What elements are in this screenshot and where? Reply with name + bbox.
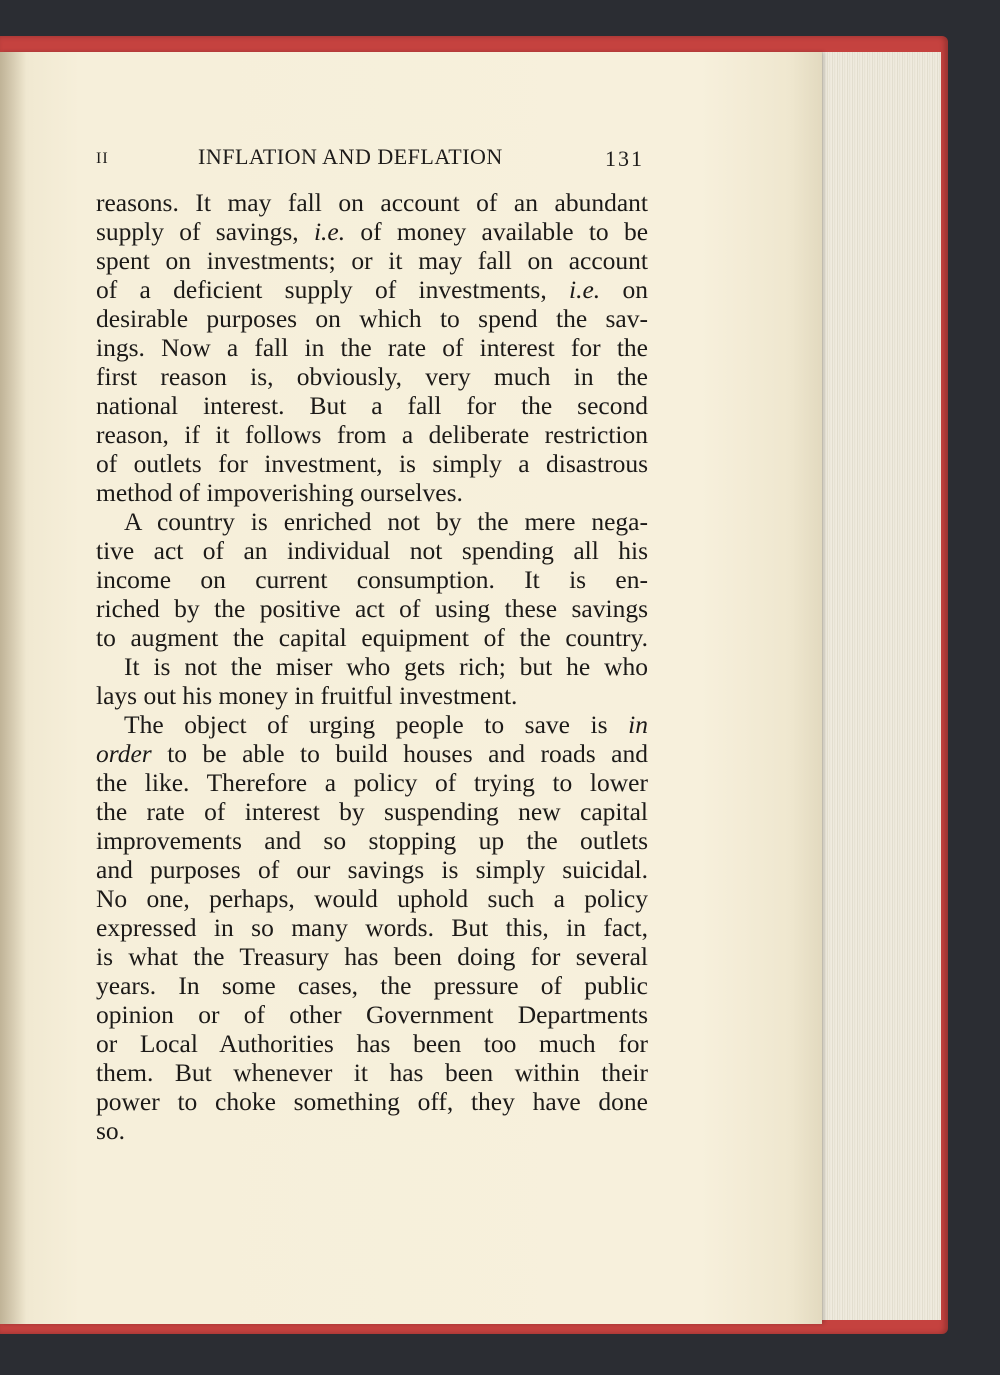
text-line: improvements and so stopping up the outlets [96,826,648,855]
text-line: reason, if it follows from a deliberate restriction [96,420,648,449]
text-line: years. In some cases, the pressure of public [96,971,648,1000]
text-line: national interest. But a fall for the second [96,391,648,420]
text-line: expressed in so many words. But this, in fact, [96,913,648,942]
text-line: of a deficient supply of investments, i.e. on [96,275,648,304]
text-line: order to be able to build houses and roads and [96,739,648,768]
text-line: A country is enriched not by the mere nega- [124,507,648,536]
text-line: or Local Authorities has been too much for [96,1029,648,1058]
text-line: The object of urging people to save is in [124,710,648,739]
text-line: tive act of an individual not spending all his [96,536,648,565]
text-line: so. [96,1116,126,1145]
text-line: them. But whenever it has been within their [96,1058,648,1087]
text-line: of outlets for investment, is simply a disastrous [96,449,648,478]
text-line: and purposes of our savings is simply suicidal. [96,855,648,884]
text-line: spent on investments; or it may fall on account [96,246,648,275]
text-line: the like. Therefore a policy of trying to lower [96,768,648,797]
text-line: power to choke something off, they have done [96,1087,648,1116]
text-line: lays out his money in fruitful investment. [96,681,518,710]
page-edges [812,52,941,1320]
text-line: first reason is, obviously, very much in the [96,362,648,391]
text-line: ings. Now a fall in the rate of interest for the [96,333,648,362]
text-line: No one, perhaps, would uphold such a policy [96,884,648,913]
running-title: INFLATION AND DEFLATION [198,144,503,169]
text-line: desirable purposes on which to spend the sav- [96,304,648,333]
page-number: 131 [605,146,644,171]
gutter-shadow [0,52,26,1324]
text-line: reasons. It may fall on account of an abundant [96,188,648,217]
text-line: supply of savings, i.e. of money available to be [96,217,648,246]
text-line: to augment the capital equipment of the country. [96,623,648,652]
text-line: riched by the positive act of using these savings [96,594,648,623]
text-line: It is not the miser who gets rich; but he who [124,652,648,681]
text-line: the rate of interest by suspending new capital [96,797,648,826]
text-line: is what the Treasury has been doing for several [96,942,648,971]
body-text [96,188,648,1145]
chapter-numeral: II [96,150,109,167]
text-line: income on current consumption. It is en- [96,565,648,594]
text-line: method of impoverishing ourselves. [96,478,463,507]
running-header [96,144,648,176]
text-line: opinion or of other Government Departments [96,1000,648,1029]
